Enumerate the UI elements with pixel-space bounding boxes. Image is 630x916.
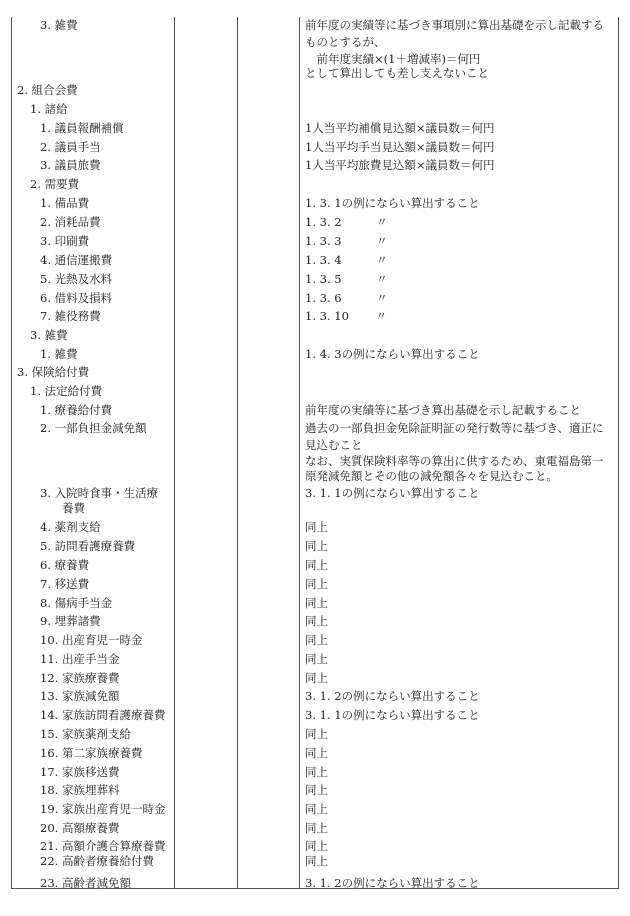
row-description: 前年度実績×(1＋増減率)＝何円 bbox=[305, 52, 481, 66]
row-description: 同上 bbox=[305, 596, 328, 610]
column-divider-1 bbox=[174, 17, 175, 889]
row-description: として算出しても差し支えないこと bbox=[305, 66, 489, 80]
row-description: 1人当平均補償見込額×議員数＝何円 bbox=[305, 121, 495, 135]
column-divider-3 bbox=[299, 17, 300, 889]
row-label: 5. 訪問看護療養費 bbox=[40, 539, 136, 553]
row-description: 3. 1. 2の例にならい算出すること bbox=[305, 876, 480, 890]
row-label: 7. 雑役務費 bbox=[40, 309, 101, 323]
row-description: 1. 3. 10 〃 bbox=[305, 309, 388, 323]
row-description: 同上 bbox=[305, 652, 328, 666]
row-label: 3. 雑費 bbox=[40, 18, 78, 32]
row-label: 11. 出産手当金 bbox=[40, 652, 120, 666]
row-description: 同上 bbox=[305, 633, 328, 647]
row-description: 同上 bbox=[305, 839, 328, 853]
row-label: 3. 保険給付費 bbox=[17, 365, 90, 379]
row-label: 8. 傷病手当金 bbox=[40, 596, 113, 610]
row-label: 1. 雑費 bbox=[40, 347, 78, 361]
row-label: 6. 借料及損料 bbox=[40, 291, 113, 305]
row-label: 9. 埋葬諸費 bbox=[40, 614, 101, 628]
row-label: 15. 家族薬剤支給 bbox=[40, 727, 131, 741]
row-label: 22. 高齢者療養給付費 bbox=[40, 854, 154, 868]
row-label: 23. 高齢者減免額 bbox=[40, 876, 131, 890]
row-description: 1人当平均手当見込額×議員数＝何円 bbox=[305, 140, 495, 154]
row-label: 7. 移送費 bbox=[40, 577, 90, 591]
row-description: 同上 bbox=[305, 783, 328, 797]
row-label: 4. 通信運搬費 bbox=[40, 253, 113, 267]
row-description: 1. 3. 6 〃 bbox=[305, 291, 388, 305]
row-label: 6. 療養費 bbox=[40, 558, 90, 572]
row-description: 同上 bbox=[305, 854, 328, 868]
row-label: 16. 第二家族療養費 bbox=[40, 746, 143, 760]
row-label: 1. 法定給付費 bbox=[30, 384, 103, 398]
row-label: 2. 消耗品費 bbox=[40, 215, 101, 229]
row-label: 2. 需要費 bbox=[30, 177, 80, 191]
row-description: ものとするが、 bbox=[305, 35, 386, 49]
row-label: 5. 光熱及水料 bbox=[40, 272, 113, 286]
row-description: 同上 bbox=[305, 558, 328, 572]
row-label: 1. 備品費 bbox=[40, 196, 90, 210]
row-description: 同上 bbox=[305, 539, 328, 553]
row-description: 1. 3. 2 〃 bbox=[305, 215, 388, 229]
row-label: 3. 雑費 bbox=[30, 328, 68, 342]
row-label: 18. 家族埋葬料 bbox=[40, 783, 120, 797]
row-description: 同上 bbox=[305, 520, 328, 534]
row-description: 同上 bbox=[305, 671, 328, 685]
row-label: 20. 高額療養費 bbox=[40, 821, 120, 835]
row-description: 同上 bbox=[305, 821, 328, 835]
row-label: 17. 家族移送費 bbox=[40, 765, 120, 779]
row-label: 21. 高額介護合算療養費 bbox=[40, 839, 166, 853]
row-label: 2. 一部負担金減免額 bbox=[40, 421, 147, 435]
row-description: 同上 bbox=[305, 577, 328, 591]
row-description: 同上 bbox=[305, 802, 328, 816]
row-label: 13. 家族減免額 bbox=[40, 689, 120, 703]
row-description: 前年度の実績等に基づき算出基礎を示し記載すること bbox=[305, 403, 581, 417]
row-label: 1. 諸給 bbox=[30, 102, 68, 116]
row-description: 3. 1. 1の例にならい算出すること bbox=[305, 708, 480, 722]
row-label: 3. 入院時食事・生活療 bbox=[40, 486, 159, 500]
table-border-right bbox=[618, 17, 619, 889]
row-label: 1. 議員報酬補償 bbox=[40, 121, 124, 135]
row-label: 3. 印刷費 bbox=[40, 234, 90, 248]
row-label-continued: 養費 bbox=[62, 501, 85, 515]
row-description: なお、実質保険料率等の算出に供するため、東電福島第一 bbox=[305, 454, 604, 468]
row-label: 4. 薬剤支給 bbox=[40, 520, 101, 534]
row-description: 同上 bbox=[305, 614, 328, 628]
row-description: 1. 3. 4 〃 bbox=[305, 253, 388, 267]
row-label: 2. 組合会費 bbox=[17, 83, 78, 97]
row-description: 1. 4. 3の例にならい算出すること bbox=[305, 347, 480, 361]
table-border-left bbox=[11, 17, 12, 889]
row-description: 同上 bbox=[305, 727, 328, 741]
row-description: 1人当平均旅費見込額×議員数＝何円 bbox=[305, 158, 495, 172]
row-label: 2. 議員手当 bbox=[40, 140, 101, 154]
row-description: 3. 1. 2の例にならい算出すること bbox=[305, 689, 480, 703]
row-description: 1. 3. 3 〃 bbox=[305, 234, 388, 248]
row-label: 19. 家族出産育児一時金 bbox=[40, 802, 166, 816]
row-description: 原発減免額とその他の減免額各々を見込むこと。 bbox=[305, 469, 558, 483]
row-description: 3. 1. 1の例にならい算出すること bbox=[305, 486, 480, 500]
row-label: 3. 議員旅費 bbox=[40, 158, 101, 172]
column-divider-2 bbox=[237, 17, 238, 889]
row-description: 前年度の実績等に基づき事項別に算出基礎を示し記載する bbox=[305, 18, 604, 32]
row-description: 同上 bbox=[305, 746, 328, 760]
row-label: 14. 家族訪問看護療養費 bbox=[40, 708, 166, 722]
row-description: 同上 bbox=[305, 765, 328, 779]
row-description: 1. 3. 5 〃 bbox=[305, 272, 388, 286]
row-label: 10. 出産育児一時金 bbox=[40, 633, 143, 647]
row-description: 見込むこと bbox=[305, 438, 363, 452]
row-label: 12. 家族療養費 bbox=[40, 671, 120, 685]
row-label: 1. 療養給付費 bbox=[40, 403, 113, 417]
row-description: 1. 3. 1の例にならい算出すること bbox=[305, 196, 480, 210]
row-description: 過去の一部負担金免除証明証の発行数等に基づき、適正に bbox=[305, 421, 604, 435]
